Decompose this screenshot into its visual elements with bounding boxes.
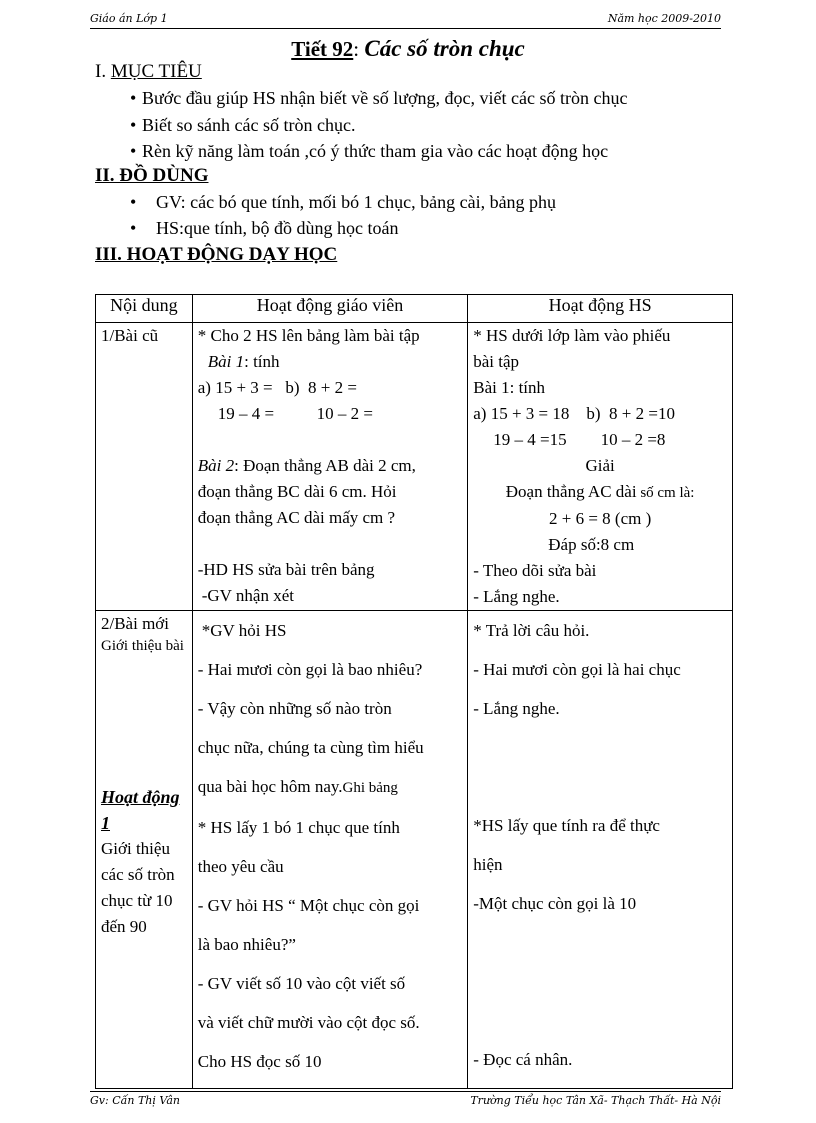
title-colon: : bbox=[353, 37, 360, 61]
teacher-cell: * Cho 2 HS lên bảng làm bài tập Bài 1: tính a) 15 + 3 = b) 8 + 2 = 19 – 4 = 10 – 2 = Bài 2: Đoạn thẳng AB dài 2 cm, đoạn thẳng BC dài 6 cm. Hỏi đoạn thẳng AC dài mấy cm ? -HD HS sửa bài trên bảng -GV nhận xét bbox=[192, 323, 468, 611]
page-header bbox=[90, 8, 721, 29]
table-row bbox=[96, 323, 733, 611]
objective-item: • Bước đầu giúp HS nhận biết về số lượng, đọc, viết các số tròn chục bbox=[130, 88, 628, 108]
table-header-row bbox=[96, 295, 733, 323]
col-header: Nội dung bbox=[96, 295, 193, 323]
lesson-table bbox=[95, 294, 733, 1089]
section-heading: MỤC TIÊU bbox=[110, 61, 202, 82]
content-cell: 2/Bài mới Giới thiệu bài Hoạt động 1 Giới thiệu các số tròn chục từ 10 đến 90 bbox=[96, 611, 193, 1089]
objective-item: • Rèn kỹ năng làm toán ,có ý thức tham gia vào các hoạt động học bbox=[130, 141, 609, 161]
teacher-cell: *GV hỏi HS - Hai mươi còn gọi là bao nhiêu? - Vậy còn những số nào tròn chục nữa, chúng ta cùng tìm hiểu qua bài học hôm nay.Ghi bảng * HS lấy 1 bó 1 chục que tính theo yêu cầu - GV hỏi HS “ Một chục còn gọi là bao nhiêu?” - GV viết số 10 vào cột viết số và viết chữ mười vào cột đọc số. Cho HS đọc số 10 bbox=[192, 611, 468, 1089]
section-hoat-dong: III. HOẠT ĐỘNG DẠY HỌC bbox=[95, 244, 338, 265]
lesson-number: Tiết 92 bbox=[291, 37, 354, 61]
material-item: • GV: các bó que tính, mối bó 1 chục, bảng cài, bảng phụ bbox=[130, 192, 557, 212]
footer-right: Trường Tiểu học Tân Xã- Thạch Thất- Hà Nội bbox=[470, 1094, 721, 1107]
material-item: • HS:que tính, bộ đồ dùng học toán bbox=[130, 218, 399, 238]
student-cell: * Trả lời câu hỏi. - Hai mươi còn gọi là hai chục - Lắng nghe. *HS lấy que tính ra để thực hiện -Một chục còn gọi là 10 - Đọc cá nhân. bbox=[468, 611, 733, 1089]
section-number: I. bbox=[95, 61, 107, 82]
header-left: Giáo án Lớp 1 bbox=[90, 12, 168, 25]
col-header: Hoạt động HS bbox=[468, 295, 733, 323]
objective-item: • Biết so sánh các số tròn chục. bbox=[130, 115, 356, 135]
section-muc-tieu bbox=[95, 61, 202, 83]
content-cell: 1/Bài cũ bbox=[96, 323, 193, 611]
lesson-name: Các số tròn chục bbox=[364, 36, 525, 61]
col-header: Hoạt động giáo viên bbox=[192, 295, 468, 323]
section-do-dung: II. ĐỒ DÙNG bbox=[95, 165, 209, 186]
table-row bbox=[96, 611, 733, 1089]
page-footer bbox=[90, 1091, 721, 1107]
lesson-title bbox=[0, 36, 816, 62]
header-right: Năm học 2009-2010 bbox=[607, 12, 721, 25]
footer-left: Gv: Cấn Thị Vân bbox=[90, 1094, 180, 1107]
student-cell: * HS dưới lớp làm vào phiếu bài tập Bài 1: tính a) 15 + 3 = 18 b) 8 + 2 =10 19 – 4 =15 10 – 2 =8 Giải Đoạn thẳng AC dài số cm là: 2 + 6 = 8 (cm ) Đáp số:8 cm - Theo dõi sửa bài - Lắng nghe. bbox=[468, 323, 733, 611]
